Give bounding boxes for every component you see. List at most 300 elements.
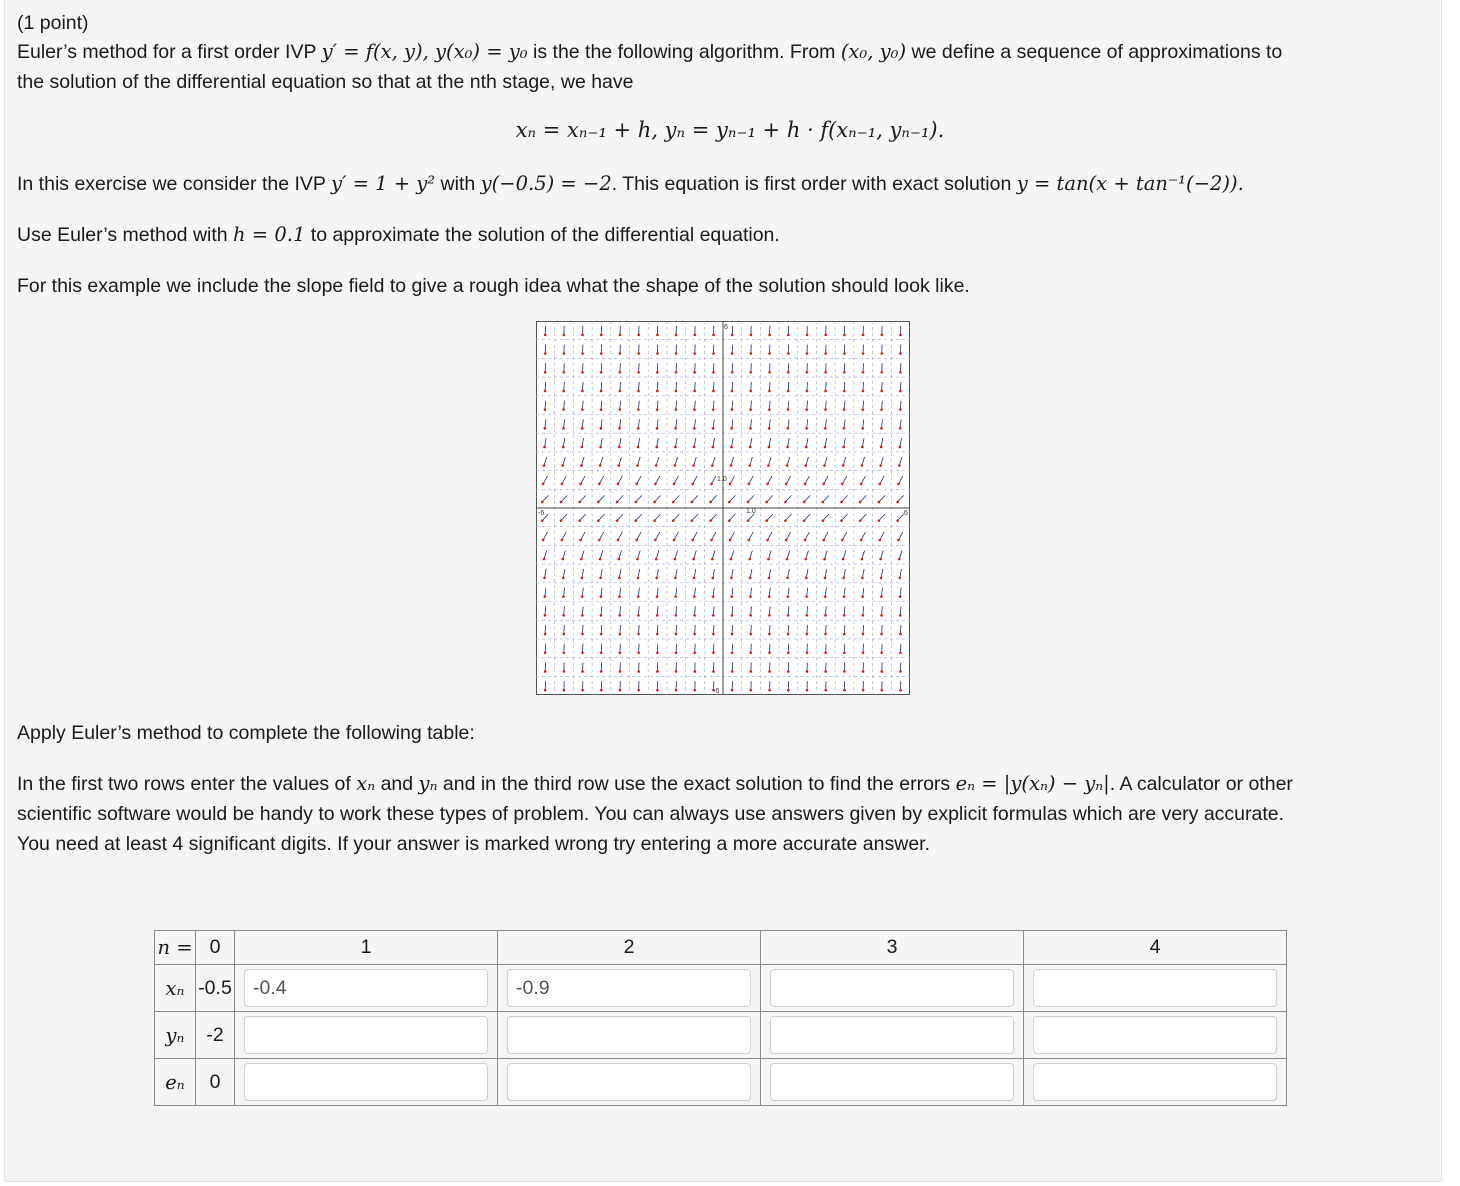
slope-arrowhead — [563, 371, 566, 374]
slope-arrowhead — [765, 501, 768, 504]
slope-arrowhead — [899, 427, 902, 430]
slope-arrowhead — [768, 371, 771, 374]
slope-arrowhead — [768, 390, 771, 393]
slope-arrowhead — [581, 390, 584, 393]
slope-arrowhead — [675, 633, 678, 636]
x1-input[interactable] — [244, 969, 488, 1007]
slope-arrowhead — [654, 483, 657, 486]
slope-arrowhead — [805, 408, 808, 411]
slope-arrowhead — [805, 577, 808, 580]
slope-arrowhead — [731, 334, 734, 337]
slope-arrowhead — [787, 670, 790, 673]
slope-arrowhead — [656, 408, 659, 411]
slope-arrowhead — [693, 352, 696, 355]
slope-arrowhead — [561, 539, 564, 542]
slope-arrowhead — [675, 651, 678, 654]
slope-arrowhead — [712, 577, 715, 580]
slope-arrowhead — [637, 651, 640, 654]
slope-arrowhead — [544, 651, 547, 654]
slope-arrowhead — [691, 519, 694, 522]
slope-arrowhead — [898, 464, 901, 467]
slope-arrowhead — [749, 446, 752, 449]
slope-arrowhead — [637, 390, 640, 393]
slope-segment — [751, 382, 752, 391]
slope-arrowhead — [728, 519, 731, 522]
method-text-2: to approximate the solution of the differential equation. — [310, 224, 780, 246]
slope-arrowhead — [824, 577, 827, 580]
slope-arrowhead — [675, 408, 678, 411]
slope-segment — [900, 382, 901, 391]
slope-segment — [826, 382, 827, 391]
slope-arrowhead — [637, 670, 640, 673]
slope-arrowhead — [637, 595, 640, 598]
slope-arrowhead — [635, 501, 638, 504]
slope-arrowhead — [768, 427, 771, 430]
slope-arrowhead — [749, 633, 752, 636]
table-row — [155, 1059, 1287, 1106]
slope-arrowhead — [765, 519, 768, 522]
slope-field-chart — [536, 321, 910, 695]
slope-arrowhead — [806, 352, 809, 355]
slope-arrowhead — [656, 427, 659, 430]
slope-arrowhead — [619, 670, 622, 673]
x4-input[interactable] — [1033, 969, 1277, 1007]
slope-arrowhead — [693, 371, 696, 374]
slope-arrowhead — [674, 595, 677, 598]
points-label: (1 point) — [17, 12, 89, 34]
slope-arrowhead — [693, 595, 696, 598]
slope-arrowhead — [637, 446, 640, 449]
slope-arrowhead — [804, 539, 807, 542]
xn-symbol: xₙ — [356, 772, 376, 795]
slope-arrowhead — [581, 670, 584, 673]
slope-arrowhead — [878, 519, 881, 522]
slope-arrowhead — [579, 483, 582, 486]
slope-arrowhead — [824, 427, 827, 430]
slope-arrowhead — [709, 501, 712, 504]
x3-input[interactable] — [770, 969, 1014, 1007]
slope-arrowhead — [880, 390, 883, 393]
y2-input[interactable] — [507, 1016, 751, 1054]
slope-arrowhead — [544, 427, 547, 430]
slope-arrowhead — [541, 501, 544, 504]
slope-arrowhead — [899, 670, 902, 673]
slope-arrowhead — [731, 614, 734, 617]
slope-arrowhead — [672, 501, 675, 504]
slope-arrowhead — [768, 614, 771, 617]
slope-arrowhead — [823, 464, 826, 467]
slope-arrowhead — [728, 501, 731, 504]
slope-arrowhead — [712, 614, 715, 617]
slope-arrowhead — [731, 408, 734, 411]
table-cell — [235, 1059, 498, 1106]
slope-segment — [695, 625, 696, 634]
slope-arrowhead — [787, 595, 790, 598]
step-size-formula: h = 0.1 — [233, 223, 306, 246]
slope-arrowhead — [600, 352, 603, 355]
slope-arrowhead — [731, 595, 734, 598]
slope-arrowhead — [711, 464, 714, 467]
slope-arrowhead — [750, 670, 753, 673]
slope-arrowhead — [822, 519, 825, 522]
slope-arrowhead — [619, 689, 622, 692]
slope-arrowhead — [563, 334, 566, 337]
slope-arrowhead — [861, 558, 864, 561]
slope-arrowhead — [712, 408, 715, 411]
col-header-3: 3 — [761, 931, 1024, 965]
slope-arrowhead — [637, 334, 640, 337]
slope-arrowhead — [861, 577, 864, 580]
slope-segment — [695, 382, 696, 391]
slope-arrowhead — [824, 614, 827, 617]
apply-text: Apply Euler’s method to complete the following table: — [17, 722, 475, 744]
slope-arrowhead — [579, 539, 582, 542]
slope-arrowhead — [787, 633, 790, 636]
slope-arrowhead — [673, 539, 676, 542]
slope-arrowhead — [731, 427, 734, 430]
slope-arrowhead — [600, 689, 603, 692]
slope-arrowhead — [750, 689, 753, 692]
slope-arrowhead — [560, 519, 563, 522]
slope-arrowhead — [581, 651, 584, 654]
instructions-line-1 — [17, 769, 1293, 799]
slope-arrowhead — [692, 558, 695, 561]
slope-arrowhead — [822, 501, 825, 504]
slope-arrowhead — [880, 446, 883, 449]
y3-input[interactable] — [770, 1016, 1014, 1054]
slope-arrowhead — [656, 614, 659, 617]
slope-arrowhead — [600, 614, 603, 617]
slope-arrowhead — [562, 577, 565, 580]
slope-segment — [564, 625, 565, 634]
y4-input[interactable] — [1033, 1016, 1277, 1054]
slope-segment — [863, 625, 864, 634]
table-cell — [761, 965, 1024, 1012]
slope-arrowhead — [618, 427, 621, 430]
slope-arrowhead — [806, 371, 809, 374]
slope-arrowhead — [805, 558, 808, 561]
slope-arrowhead — [768, 577, 771, 580]
slope-segment — [601, 382, 602, 391]
slope-arrowhead — [768, 352, 771, 355]
slope-arrowhead — [843, 614, 846, 617]
slope-arrowhead — [619, 390, 622, 393]
slope-arrowhead — [618, 614, 621, 617]
slope-arrowhead — [580, 464, 583, 467]
slope-arrowhead — [581, 371, 584, 374]
slope-arrowhead — [563, 689, 566, 692]
instructions-line-3: You need at least 4 significant digits. If your answer is marked wrong try entering a more accurate answer. — [17, 833, 930, 855]
slope-arrowhead — [899, 577, 902, 580]
slope-arrowhead — [712, 633, 715, 636]
slope-arrowhead — [560, 501, 563, 504]
slope-segment — [788, 382, 789, 391]
x2-input[interactable] — [507, 969, 751, 1007]
slope-arrowhead — [543, 577, 546, 580]
slope-arrowhead — [768, 408, 771, 411]
slope-arrowhead — [787, 689, 790, 692]
instr-and: and — [380, 773, 414, 795]
slope-arrowhead — [824, 371, 827, 374]
y1-input[interactable] — [244, 1016, 488, 1054]
slope-arrowhead — [730, 577, 733, 580]
slope-arrowhead — [786, 464, 789, 467]
slope-arrowhead — [635, 539, 638, 542]
slope-arrowhead — [562, 427, 565, 430]
table-row — [155, 1012, 1287, 1059]
slope-arrowhead — [693, 577, 696, 580]
slope-arrowhead — [561, 483, 564, 486]
method-text-1: Use Euler’s method with — [17, 224, 228, 246]
slope-arrowhead — [841, 483, 844, 486]
slope-arrowhead — [637, 614, 640, 617]
slope-arrowhead — [786, 577, 789, 580]
slope-arrowhead — [766, 483, 769, 486]
slope-arrowhead — [542, 483, 545, 486]
slope-arrowhead — [748, 558, 751, 561]
slope-arrowhead — [898, 558, 901, 561]
slope-arrowhead — [580, 558, 583, 561]
slope-arrowhead — [768, 334, 771, 337]
slope-arrowhead — [637, 408, 640, 411]
slope-arrowhead — [806, 633, 809, 636]
table-cell — [498, 1059, 761, 1106]
slope-arrowhead — [805, 446, 808, 449]
slope-arrowhead — [787, 390, 790, 393]
slope-arrowhead — [617, 483, 620, 486]
slope-arrowhead — [656, 595, 659, 598]
slope-arrowhead — [878, 539, 881, 542]
slope-arrowhead — [896, 501, 899, 504]
slope-segment — [620, 382, 621, 391]
slope-arrowhead — [730, 464, 733, 467]
slope-arrowhead — [881, 334, 884, 337]
slope-arrowhead — [750, 371, 753, 374]
table-cell — [761, 1012, 1024, 1059]
slope-segment — [732, 625, 733, 634]
slope-arrowhead — [784, 501, 787, 504]
slope-arrowhead — [767, 558, 770, 561]
instr-text-1: In the first two rows enter the values of — [17, 773, 351, 795]
ivp-line — [17, 169, 1244, 199]
slope-arrowhead — [637, 689, 640, 692]
slope-arrowhead — [544, 670, 547, 673]
e1-input[interactable] — [244, 1063, 488, 1101]
slope-arrowhead — [619, 633, 622, 636]
slope-arrowhead — [578, 501, 581, 504]
slope-arrowhead — [824, 651, 827, 654]
slope-segment — [807, 382, 808, 391]
slope-arrowhead — [600, 390, 603, 393]
table-cell — [498, 1012, 761, 1059]
slope-arrowhead — [860, 539, 863, 542]
slope-arrowhead — [896, 519, 899, 522]
slope-arrowhead — [880, 633, 883, 636]
slope-arrowhead — [862, 633, 865, 636]
slope-arrowhead — [824, 334, 827, 337]
slope-arrowhead — [656, 390, 659, 393]
slope-arrowhead — [544, 408, 547, 411]
slope-arrowhead — [675, 352, 678, 355]
slope-arrowhead — [822, 483, 825, 486]
slope-arrowhead — [674, 577, 677, 580]
slope-arrowhead — [840, 519, 843, 522]
slope-arrowhead — [749, 390, 752, 393]
slope-segment — [713, 382, 714, 391]
slope-arrowhead — [878, 501, 881, 504]
slope-arrowhead — [785, 483, 788, 486]
instr-text-3: . A calculator or other — [1109, 773, 1293, 795]
slope-arrowhead — [693, 446, 696, 449]
slope-arrowhead — [861, 427, 864, 430]
slope-arrowhead — [544, 633, 547, 636]
slope-arrowhead — [599, 446, 602, 449]
slope-segment — [844, 625, 845, 634]
intro-line-2: the solution of the differential equation so that at the nth stage, we have — [17, 71, 634, 93]
slope-arrowhead — [600, 427, 603, 430]
slope-arrowhead — [542, 539, 545, 542]
slope-arrowhead — [806, 670, 809, 673]
slope-arrowhead — [899, 408, 902, 411]
slope-arrowhead — [766, 539, 769, 542]
slope-arrowhead — [691, 483, 694, 486]
slope-arrowhead — [878, 483, 881, 486]
slope-arrowhead — [712, 334, 715, 337]
slope-segment — [601, 625, 602, 634]
slope-arrowhead — [619, 334, 622, 337]
slope-arrowhead — [561, 558, 564, 561]
slope-arrowhead — [656, 352, 659, 355]
slope-arrowhead — [824, 446, 827, 449]
slope-arrowhead — [880, 577, 883, 580]
slope-segment — [639, 382, 640, 391]
slope-arrowhead — [843, 334, 846, 337]
slope-arrowhead — [747, 519, 750, 522]
slope-arrowhead — [841, 539, 844, 542]
e2-input[interactable] — [507, 1063, 751, 1101]
slope-arrowhead — [899, 689, 902, 692]
slope-arrowhead — [600, 651, 603, 654]
slope-arrowhead — [544, 689, 547, 692]
slope-arrowhead — [768, 633, 771, 636]
slope-arrowhead — [675, 689, 678, 692]
slope-arrowhead — [712, 446, 715, 449]
slope-arrowhead — [691, 501, 694, 504]
slope-arrowhead — [618, 558, 621, 561]
slope-segment — [863, 382, 864, 391]
slope-arrowhead — [578, 519, 581, 522]
slope-arrowhead — [824, 633, 827, 636]
slope-arrowhead — [693, 633, 696, 636]
slope-arrowhead — [598, 539, 601, 542]
slope-arrowhead — [787, 408, 790, 411]
slope-arrowhead — [581, 577, 584, 580]
slope-field-caption: For this example we include the slope field to give a rough idea what the shape of the solution should look like. — [17, 275, 970, 297]
e3-input[interactable] — [770, 1063, 1014, 1101]
slope-segment — [882, 625, 883, 634]
x0-value: -0.5 — [196, 965, 235, 1012]
slope-segment — [620, 625, 621, 634]
slope-arrowhead — [693, 651, 696, 654]
slope-arrowhead — [656, 670, 659, 673]
slope-arrowhead — [561, 464, 564, 467]
slope-arrowhead — [635, 483, 638, 486]
slope-arrowhead — [860, 483, 863, 486]
slope-arrowhead — [899, 595, 902, 598]
slope-arrowhead — [859, 519, 862, 522]
y-min-label: -6 — [713, 688, 720, 695]
slope-arrowhead — [899, 390, 902, 393]
slope-arrowhead — [712, 352, 715, 355]
slope-arrowhead — [673, 483, 676, 486]
slope-arrowhead — [897, 539, 900, 542]
slope-arrowhead — [899, 334, 902, 337]
y-tick-label: 1.0 — [717, 476, 727, 483]
col-header-4: 4 — [1024, 931, 1287, 965]
slope-arrowhead — [675, 670, 678, 673]
slope-arrowhead — [768, 595, 771, 598]
slope-arrowhead — [731, 371, 734, 374]
start-point-formula: (x₀, y₀) — [840, 40, 907, 63]
slope-arrowhead — [637, 427, 640, 430]
slope-arrowhead — [805, 427, 808, 430]
slope-segment — [639, 625, 640, 634]
slope-arrowhead — [543, 446, 546, 449]
slope-arrowhead — [544, 595, 547, 598]
table-header-row — [155, 931, 1287, 965]
slope-arrowhead — [880, 595, 883, 598]
slope-arrowhead — [656, 633, 659, 636]
slope-arrowhead — [862, 651, 865, 654]
slope-arrowhead — [656, 334, 659, 337]
n-header: n = — [155, 931, 196, 965]
slope-arrowhead — [899, 614, 902, 617]
slope-arrowhead — [544, 352, 547, 355]
slope-arrowhead — [712, 670, 715, 673]
slope-arrowhead — [880, 427, 883, 430]
slope-arrowhead — [880, 352, 883, 355]
slope-arrowhead — [824, 670, 827, 673]
slope-arrowhead — [879, 464, 882, 467]
instructions-line-2: scientific software would be handy to work these types of problem. You can always use answers given by explicit formulas which are very accurate. — [17, 803, 1285, 825]
slope-arrowhead — [562, 595, 565, 598]
table-row — [155, 965, 1287, 1012]
slope-segment — [545, 382, 546, 391]
slope-arrowhead — [655, 577, 658, 580]
table-cell — [1024, 965, 1287, 1012]
slope-arrowhead — [843, 595, 846, 598]
slope-arrowhead — [597, 519, 600, 522]
slope-segment — [769, 625, 770, 634]
slope-arrowhead — [600, 633, 603, 636]
slope-arrowhead — [749, 427, 752, 430]
slope-arrowhead — [843, 651, 846, 654]
slope-arrowhead — [879, 558, 882, 561]
slope-arrowhead — [562, 408, 565, 411]
slope-arrowhead — [543, 558, 546, 561]
method-line — [17, 220, 780, 250]
slope-arrowhead — [581, 408, 584, 411]
slope-arrowhead — [581, 689, 584, 692]
slope-arrowhead — [544, 614, 547, 617]
intro-line-1 — [17, 37, 1282, 67]
e4-input[interactable] — [1033, 1063, 1277, 1101]
slope-arrowhead — [768, 446, 771, 449]
slope-arrowhead — [824, 408, 827, 411]
slope-arrowhead — [803, 519, 806, 522]
slope-arrowhead — [600, 670, 603, 673]
slope-arrowhead — [750, 651, 753, 654]
